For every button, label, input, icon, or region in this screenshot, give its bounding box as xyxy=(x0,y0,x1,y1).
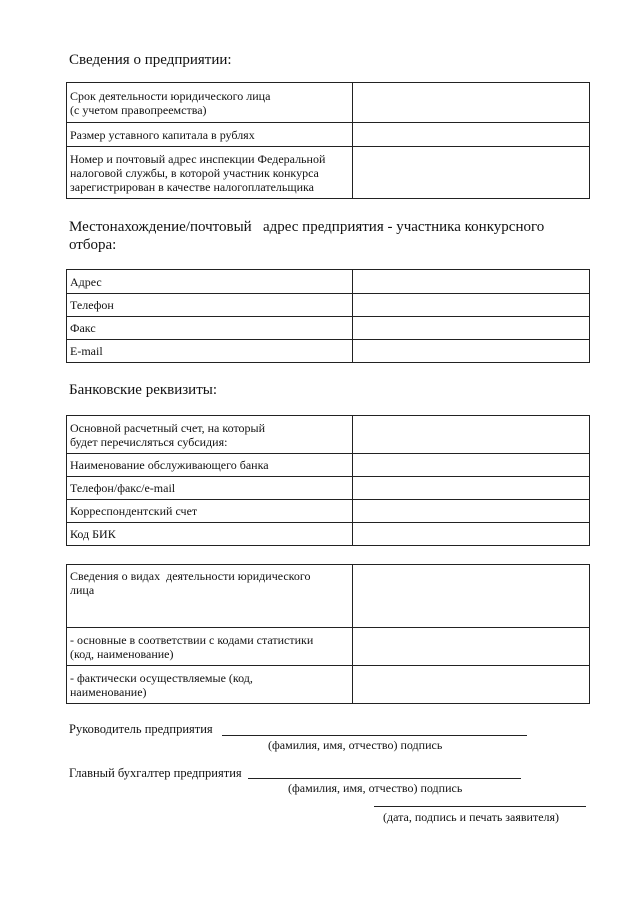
email-value-field[interactable] xyxy=(353,340,590,363)
bank-table xyxy=(66,415,590,546)
activities-value-field[interactable] xyxy=(353,628,590,666)
phone-value-field[interactable] xyxy=(353,294,590,317)
bank-label: Код БИК xyxy=(67,523,353,546)
bank-heading: Банковские реквизиты: xyxy=(69,382,218,398)
company-info-value-field[interactable] xyxy=(353,147,590,199)
bank-label: Телефон/факс/e-mail xyxy=(67,477,353,500)
company-info-heading: Сведения о предприятии: xyxy=(69,52,232,68)
address-table xyxy=(66,269,590,363)
accountant-caption: (фамилия, имя, отчество) подпись xyxy=(288,781,463,795)
activities-label: - основные в соответствии с кодами статистики (код, наименование) xyxy=(67,628,353,666)
bank-value-field[interactable] xyxy=(353,454,590,477)
applicant-caption: (дата, подпись и печать заявителя) xyxy=(383,810,560,824)
fax-value-field[interactable] xyxy=(353,317,590,340)
company-info-table xyxy=(66,82,590,199)
activities-label: - фактически осуществляемые (код, наименование) xyxy=(67,666,353,704)
company-info-value-field[interactable] xyxy=(353,83,590,123)
email-label: E-mail xyxy=(67,340,353,363)
bank-label: Наименование обслуживающего банка xyxy=(67,454,353,477)
address-value-field[interactable] xyxy=(353,270,590,294)
director-signature-line[interactable] xyxy=(222,735,527,736)
address-label: Адрес xyxy=(67,270,353,294)
bank-value-field[interactable] xyxy=(353,523,590,546)
director-label: Руководитель предприятия xyxy=(69,722,213,736)
bank-value-field[interactable] xyxy=(353,477,590,500)
company-info-label: Номер и почтовый адрес инспекции Федеральной налоговой службы, в которой участник конкурса зарегистрирован в качестве налогоплательщика xyxy=(67,147,353,199)
accountant-label: Главный бухгалтер предприятия xyxy=(69,766,242,780)
activities-value-field[interactable] xyxy=(353,565,590,628)
bank-label: Корреспондентский счет xyxy=(67,500,353,523)
company-info-label: Срок деятельности юридического лица (с учетом правопреемства) xyxy=(67,83,353,123)
activities-table xyxy=(66,564,590,704)
company-info-label: Размер уставного капитала в рублях xyxy=(67,123,353,147)
address-heading: Местонахождение/почтовый адрес предприятия - участника конкурсного отбора: xyxy=(69,219,545,253)
bank-value-field[interactable] xyxy=(353,416,590,454)
bank-value-field[interactable] xyxy=(353,500,590,523)
activities-label: Сведения о видах деятельности юридического лица xyxy=(67,565,353,628)
applicant-signature-line[interactable] xyxy=(374,806,586,807)
bank-label: Основной расчетный счет, на который будет перечисляться субсидия: xyxy=(67,416,353,454)
accountant-signature-line[interactable] xyxy=(248,778,521,779)
company-info-value-field[interactable] xyxy=(353,123,590,147)
fax-label: Факс xyxy=(67,317,353,340)
director-caption: (фамилия, имя, отчество) подпись xyxy=(268,738,443,752)
activities-value-field[interactable] xyxy=(353,666,590,704)
phone-label: Телефон xyxy=(67,294,353,317)
